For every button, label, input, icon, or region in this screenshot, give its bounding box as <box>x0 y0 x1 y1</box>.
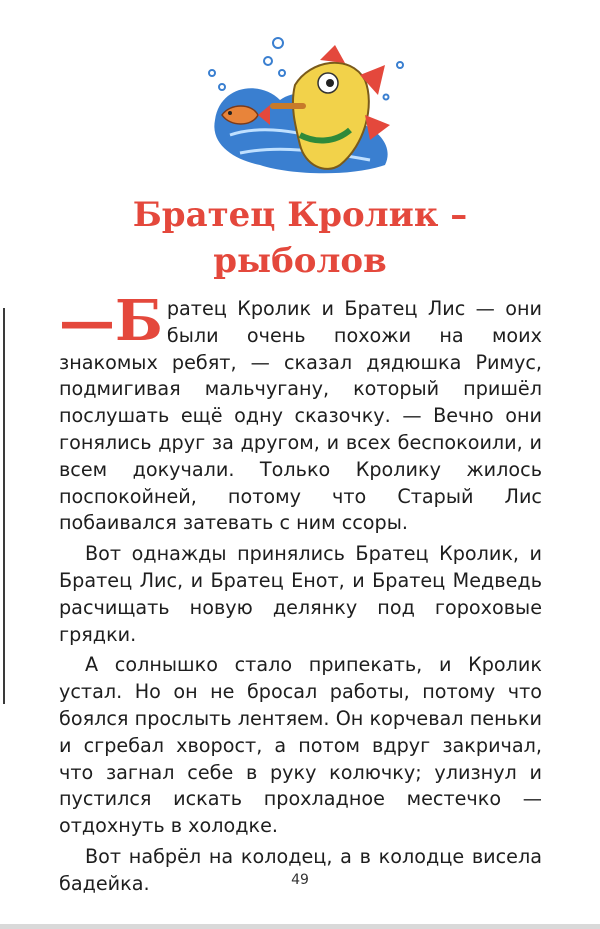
paragraph-2: Вот однажды принялись Братец Кролик, и Братец Лис, и Братец Енот, и Братец Медведь расчищать новую делянку под гороховые грядки. <box>59 542 542 646</box>
bubble <box>209 70 215 76</box>
drop-cap: —Б <box>59 288 163 354</box>
margin-rule <box>3 308 5 704</box>
fish-illustration <box>200 25 410 185</box>
paragraph-1 <box>59 288 542 537</box>
paragraph-4: Вот набрёл на колодец, а в колодце висела бадейка. <box>59 844 542 895</box>
bubble <box>384 95 389 100</box>
bubble <box>219 84 225 90</box>
page-edge <box>0 924 600 929</box>
bubble <box>264 57 272 65</box>
bubble <box>279 70 285 76</box>
title-line-2: рыболов <box>213 241 387 281</box>
bubble <box>397 62 403 68</box>
pipe <box>270 103 306 109</box>
story-title <box>0 192 600 284</box>
small-fish <box>222 106 258 124</box>
title-line-1: Братец Кролик – <box>132 195 468 235</box>
story-text <box>59 288 542 898</box>
paragraph-3: А солнышко стало припекать, и Кролик устал. Но он не бросал работы, потому что боялся прослыть лентяем. Он корчевал пеньки и сгребал хворост, а потом вдруг закричал, что загнал себе в руку колючку; улизнул и пустился искать прохладное местечко — отдохнуть в холодке. <box>59 653 542 838</box>
page-number: 49 <box>291 872 309 888</box>
paragraph-1-text: ратец Кролик и Братец Лис — они были очень похожи на моих знакомых ребят, — сказал дядюшка Римус, подмигивая мальчугану, который пришёл послушать ещё одну сказочку. — Вечно они гонялись друг за другом, и всех беспокоили, и всем докучали. Только Кролику жилось поспокойней, потому что Старый Лис побаивался затевать с ним ссоры. <box>59 297 542 535</box>
bubble <box>273 38 283 48</box>
